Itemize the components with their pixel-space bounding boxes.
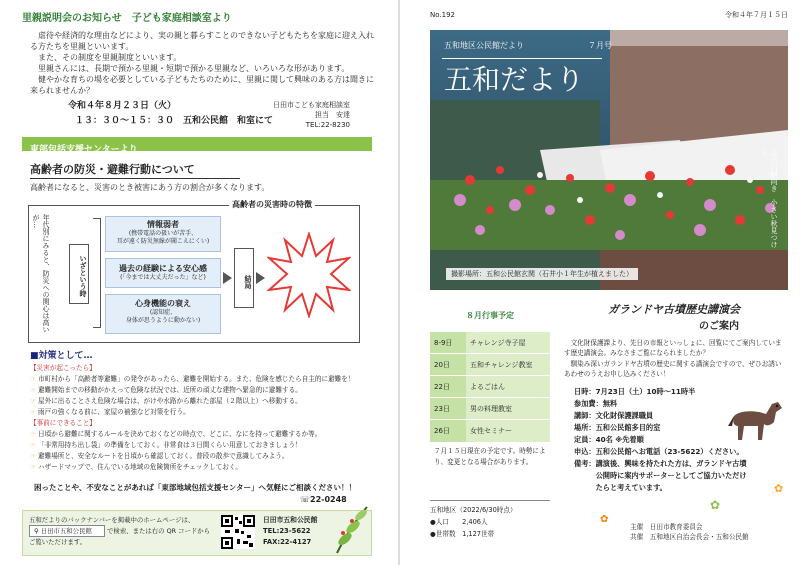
- feature-box-2: [105, 258, 221, 288]
- footer-fax: FAX:22-4127: [263, 538, 312, 546]
- notice-body: [30, 30, 380, 96]
- notice-heading: 里親説明会のお知らせ 子ども家庭相談室より: [22, 13, 232, 24]
- disaster-title-rule: [30, 178, 240, 179]
- photo-caption: 撮影場所：五和公民館玄関（石井小１年生が植えました）: [446, 268, 638, 280]
- footer-text-1: 五和だよりのバックナンバーを掲載中のホームページは、: [29, 516, 195, 524]
- notice-para-3: 里親さんには、長期で預かる里親・短期で預かる里親など、いろいろな形があります。: [38, 64, 350, 73]
- before-item-1: [30, 374, 375, 385]
- flower-icon-3: ✿: [600, 514, 609, 525]
- flower-icon-2: ✿: [774, 482, 784, 495]
- result-label: 結局: [234, 248, 254, 308]
- lecture-detail-note-2: 公開時に案内サポーターとしてご協力いただけ: [574, 471, 747, 480]
- schedule-row: [430, 354, 550, 376]
- footer-text-2: で検索、または右の QR コードから: [107, 527, 211, 535]
- feature-box-3-head: 心身機能の衰え: [135, 299, 191, 308]
- feature-box-1: [105, 216, 221, 252]
- prep-item-1-text: 日頃から避難に関するルールを決めておくなどの時点で、どこに、なにを持って避難するか等。: [38, 430, 322, 438]
- issue-date: 令和４年７月１５日: [725, 11, 788, 19]
- pointer-icon: ☞: [30, 408, 36, 416]
- population-label: 五和地区（2022/6/30時点）: [430, 506, 517, 514]
- schedule-row: [430, 420, 550, 442]
- vertical-note: 年代別にみると、防災への関心は高いが…: [32, 214, 50, 333]
- burst-icon: [267, 232, 351, 318]
- lecture-detail-note-3: たらと考えています。: [574, 483, 667, 492]
- notice-person: 担当 安達: [315, 111, 350, 119]
- phone-icon: ☏: [300, 495, 311, 504]
- notice-time-place: １３：３０～１５：３０ 五和公民館 和室にて: [75, 116, 274, 126]
- side-caption: 天の川鞆向き 小さい秋見つけた: [761, 150, 778, 248]
- arrow-icon: [223, 272, 232, 284]
- disaster-diagram: [28, 200, 360, 343]
- prep-label: 【事前にできること】: [30, 419, 96, 427]
- lecture-detail-capacity: 定員：40名 ※先着順: [574, 435, 644, 444]
- before-item-2-text: 避難開始までの移動がかえって危険な状況では、近所の頑丈な建物へ緊急的に避難する。: [38, 386, 302, 394]
- lecture-detail-apply: 申込：五和公民館へお電話（23-5622）ください。: [574, 447, 744, 456]
- search-box[interactable]: [29, 525, 105, 537]
- horse-icon: [726, 396, 784, 444]
- notice-date: 令和４年８月２３日（火）: [68, 101, 177, 111]
- pointer-icon: ☞: [30, 452, 36, 460]
- notice-para-2: また、その制度を里親制度といいます。: [38, 53, 182, 62]
- cover-title: 五和だより: [444, 63, 585, 96]
- lecture-intro: 文化財保護課より、先日の市報といっしょに、回覧にてご案内しています歴史講演会。みなさまご覧になられましたか？: [564, 339, 782, 357]
- before-item-3-text: 屋外に出ることさえ危険な場合は、がけや水路から離れた部屋（２階以上）へ移動する。: [38, 397, 302, 405]
- prep-item-4: [30, 462, 375, 473]
- footer-tel: TEL:23-5622: [263, 527, 311, 535]
- footer-search-row: [29, 525, 219, 537]
- schedule-event: 女性セミナー: [466, 420, 550, 442]
- footer-box: [22, 510, 372, 556]
- notice-org-name: 日田市こども家庭相談室: [273, 101, 350, 109]
- pointer-icon: ☞: [30, 397, 36, 405]
- population-block: [430, 504, 517, 540]
- lecture-subtitle: のご案内: [699, 321, 739, 332]
- lecture-detail-fee: 参加費：無料: [574, 399, 618, 408]
- schedule-note: ７月１５日現在の予定です。時勢により、変更となる場合があります。: [434, 447, 546, 466]
- pointer-icon: ☞: [30, 375, 36, 383]
- lecture-cosponsor: 共催 五和地区自治会長会・五和公民館: [630, 533, 749, 541]
- pointer-icon: ☞: [30, 386, 36, 394]
- schedule-event: チャレンジ寺子屋: [466, 332, 550, 353]
- cover-rule: [442, 58, 602, 59]
- arrow-icon-2: [256, 272, 265, 284]
- schedule-day: 8-9日: [430, 332, 466, 353]
- before-item-3: [30, 396, 375, 407]
- flower-icon: ✿: [710, 498, 721, 512]
- center-banner: [22, 137, 372, 155]
- before-item-1-text: 市町村から「高齢者等避難」の発令があったら、避難を開始する。また、危険を感じたら自主的に避難を！: [38, 375, 355, 383]
- contact-tel: 22-0248: [310, 495, 347, 504]
- before-item-4-text: 雨戸の強くなる前に、家屋の補強など対策を行う。: [38, 408, 190, 416]
- cover-small-title: 五和地区公民館だより: [444, 41, 524, 50]
- lecture-organizer: 主催 日田市教育委員会: [630, 523, 703, 531]
- population-households: ●世帯数 1,127世帯: [430, 530, 495, 538]
- prep-item-1: [30, 429, 375, 440]
- lecture-intro-2: 馴染み深いガランドヤ古墳の歴史に関する講演会ですので、ぜひお誘いあわせのうえお申し込みください！: [564, 360, 782, 378]
- footer-text: [29, 515, 219, 547]
- diagram-brace: [93, 218, 101, 328]
- cover-month: ７月号: [588, 41, 612, 50]
- cover-photo: [430, 30, 788, 290]
- lecture-section: [560, 296, 788, 561]
- before-label: 【災害が起こったら】: [30, 364, 96, 372]
- search-icon: ⚲: [34, 527, 39, 535]
- feature-box-3: [105, 294, 221, 334]
- lecture-detail-note-1: 備考：講演後、興味を持たれた方は、ガランドヤ古墳: [574, 459, 747, 468]
- footer-contact: [263, 515, 317, 548]
- when-label: いざという時: [69, 244, 89, 304]
- schedule-day: 20日: [430, 354, 466, 375]
- feature-box-1-head: 情報弱者: [147, 220, 179, 229]
- schedule-event: 男の料理教室: [466, 398, 550, 419]
- disaster-title: 高齢者の防災・避難行動について: [30, 163, 195, 176]
- feature-box-3-body: (認知症、 身体が思うように動かない): [125, 309, 201, 324]
- feature-box-1-body: (携帯電話の扱いが苦手、 耳が遠く防災無線が聞こえにくい): [116, 230, 210, 245]
- schedule-row: [430, 398, 550, 420]
- before-item-4: [30, 407, 375, 418]
- notice-tel: TEL:22-8230: [305, 121, 350, 129]
- prep-item-4-text: ハザードマップで、住んでいる地域の危険箇所をチェックしておく。: [38, 463, 242, 471]
- right-page: [400, 0, 800, 565]
- qr-code-icon[interactable]: [221, 515, 255, 549]
- schedule-event: よるごはん: [466, 376, 550, 397]
- lecture-detail-place: 場所：五和公民館多目的室: [574, 423, 661, 432]
- schedule-day: 22日: [430, 376, 466, 397]
- feature-box-2-head: 過去の経験による安心感: [119, 264, 207, 273]
- prep-item-2-text: 「非常用持ち出し袋」の準備をしておく。非常食は３日間くらい用意しておきましょう！: [38, 441, 302, 449]
- population-people: ●人口 2,406人: [430, 518, 488, 526]
- schedule-heading: ８月行事予定: [466, 311, 514, 320]
- pointer-icon: ☞: [30, 463, 36, 471]
- measures-list: [30, 363, 375, 473]
- search-term: 日田市五和公民館: [40, 527, 92, 535]
- page-fold: [398, 0, 400, 565]
- issue-number: No.192: [430, 11, 455, 19]
- population-rule: [430, 500, 550, 501]
- feature-box-2-body: (「今までは大丈夫だった」など): [120, 274, 206, 281]
- contact-text: 困ったことや、不安なことがあれば「東部地域包括支援センター」へ気軽にご相談ください！！: [34, 483, 357, 492]
- lecture-title: ガランドヤ古墳歴史講演会: [608, 303, 740, 316]
- disaster-intro: 高齢者になると、災害のとき被害にあう方の割合が多くなります。: [30, 183, 270, 192]
- measures-heading: ■対策として…: [30, 351, 93, 361]
- diagram-title: 高齢者の災害時の特徴: [229, 199, 315, 211]
- lecture-organizers: [630, 522, 786, 542]
- pointer-icon: ☞: [30, 441, 36, 449]
- schedule-row: [430, 332, 550, 354]
- notice-para-1: 虐待や経済的な理由などにより、実の親と暮らすことのできない子どもたちを家庭に迎え入れる方たちを里親といいます。: [30, 31, 374, 51]
- schedule-table: [430, 332, 550, 442]
- schedule-event: 五和チャレンジ教室: [466, 354, 550, 375]
- plant-icon: [331, 503, 371, 555]
- lecture-detail-speaker: 講師：文化財保護課職員: [574, 411, 654, 420]
- lecture-detail-date: 日時：7月23日（土）10時～11時半: [574, 387, 696, 396]
- prep-item-2: [30, 440, 375, 451]
- prep-item-3: [30, 451, 375, 462]
- footer-text-3: ご覧いただけます。: [29, 538, 87, 546]
- schedule-day: 23日: [430, 398, 466, 419]
- notice-org: [250, 100, 350, 130]
- before-item-2: [30, 385, 375, 396]
- center-banner-label: 東部包括支援センターより: [30, 145, 138, 155]
- notice-para-4: 健やかな育ちの場を必要としている子どもたちのために、里親に関して興味のある方は聞きに来られませんか？: [30, 75, 374, 95]
- left-page: [0, 0, 398, 565]
- schedule-row: [430, 376, 550, 398]
- prep-item-3-text: 避難場所と、安全なルートを日頃から確認しておく。普段の散歩で意識してみよう。: [38, 452, 289, 460]
- pointer-icon: ☞: [30, 430, 36, 438]
- footer-org: 日田市五和公民館: [263, 516, 318, 524]
- schedule-day: 26日: [430, 420, 466, 442]
